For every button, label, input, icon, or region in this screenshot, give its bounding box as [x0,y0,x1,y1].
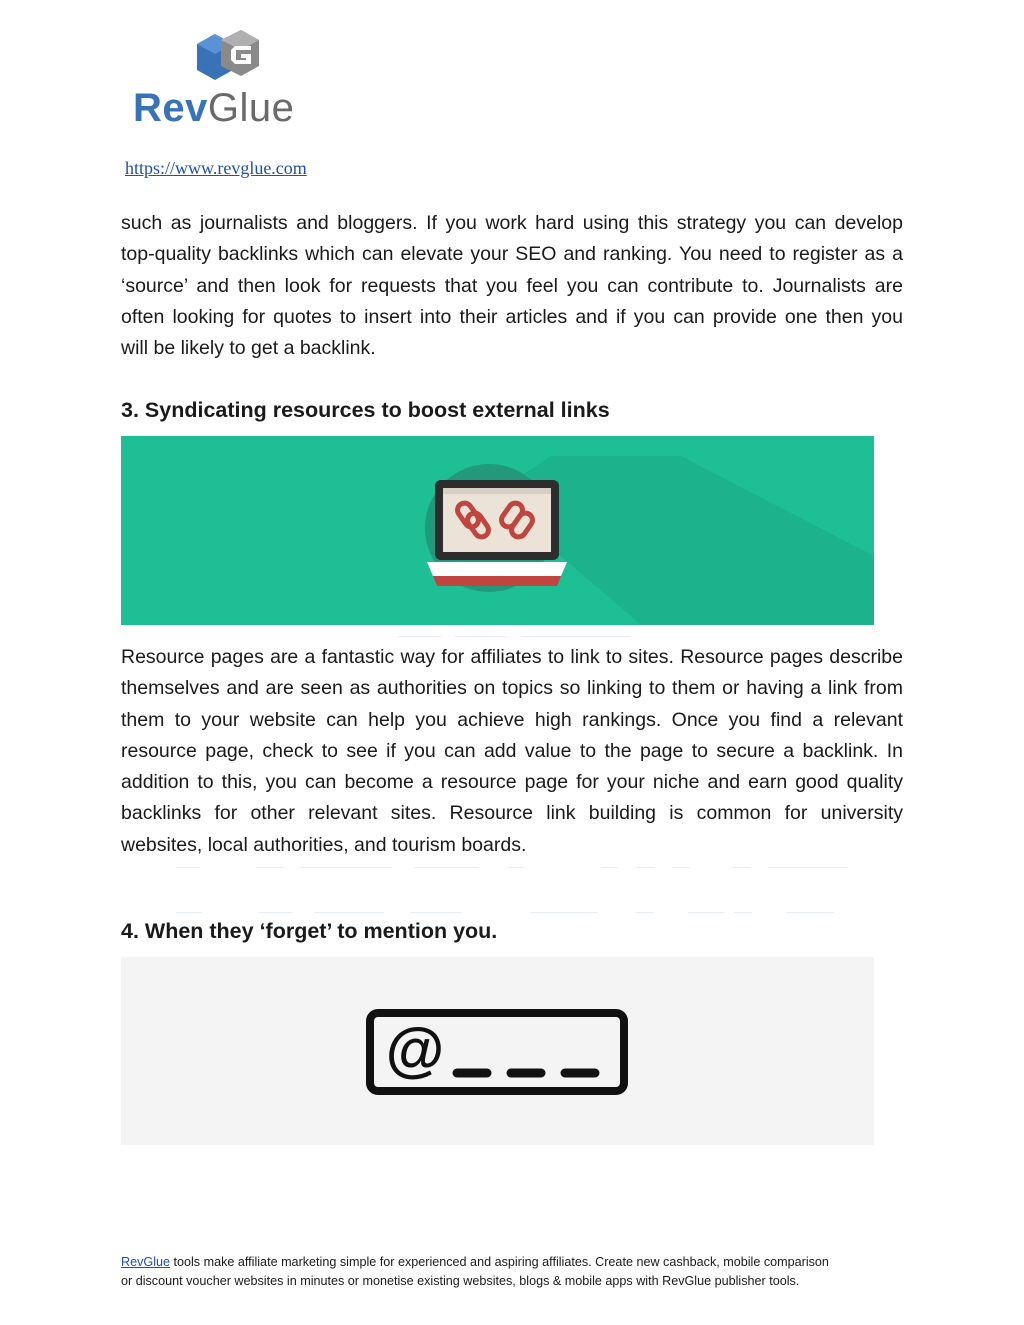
logo-glue-text: Glue [207,86,295,130]
resource-line: backlinks for other relevant sites. Resource link building is common for university [121,802,903,825]
intro-line: top-quality backlinks which can elevate your SEO and ranking. You need to register as a [121,243,903,266]
divider [414,867,478,868]
revglue-footer-link[interactable]: RevGlue [121,1255,170,1269]
divider [410,912,462,913]
divider [397,636,441,637]
divider [176,912,202,913]
resource-line: resource page, check to see if you can add value to the page to secure a backlink. In [121,739,903,762]
logo-wordmark [133,86,294,130]
divider [636,867,654,868]
divider [258,912,292,913]
divider [314,912,384,913]
divider [256,867,284,868]
intro-line: such as journalists and bloggers. If you work hard using this strategy you can develop [121,212,903,234]
intro-line: often looking for quotes to insert into their articles and if you can provide one then you [121,305,903,328]
divider [522,636,630,637]
resource-line: Resource pages are a fantastic way for affiliates to link to sites. Resource pages describe [121,646,903,668]
at-mention-icon [121,957,874,1145]
divider [530,912,598,913]
divider [176,867,200,868]
revglue-cube-icon [193,30,263,90]
divider [636,912,654,913]
syndication-image [121,436,874,625]
intro-paragraph [121,208,903,364]
resource-line: themselves and are seen as authorities on topics so linking to them or having a link from [121,677,903,700]
section-3-heading: 3. Syndicating resources to boost external links [121,398,610,422]
intro-line: will be likely to get a backlink. [121,337,376,360]
divider [508,867,524,868]
divider [602,867,618,868]
mention-image [121,957,874,1145]
intro-line: ‘source’ and then look for requests that you feel you can contribute to. Journalists are [121,274,903,297]
section-4-heading: 4. When they ‘forget’ to mention you. [121,919,498,943]
divider [688,912,724,913]
divider [768,867,848,868]
divider [786,912,834,913]
site-url-link[interactable]: https://www.revglue.com [125,158,307,178]
revglue-logo [133,30,333,130]
footer-text: tools make affiliate marketing simple for experienced and aspiring affiliates. Create new cashback, mobile comparison [170,1255,829,1269]
footer-line-2: or discount voucher websites in minutes or monetise existing websites, blogs & mobile apps with RevGlue publisher tools. [121,1274,800,1288]
resource-pages-paragraph [121,642,903,861]
laptop-chain-link-icon [121,436,874,625]
divider [734,912,752,913]
footer-note [121,1253,911,1291]
resource-line: addition to this, you can become a resource page for your niche and earn good quality [121,771,903,794]
divider [732,867,750,868]
svg-text:@: @ [385,1016,445,1083]
footer-line-1 [121,1253,911,1272]
resource-line: them to your website can help you achieve high rankings. Once you find a relevant [121,708,903,731]
divider [672,867,690,868]
divider [300,867,392,868]
divider [454,636,508,637]
logo-rev-text: Rev [133,86,208,130]
resource-line: websites, local authorities, and tourism boards. [121,833,527,856]
